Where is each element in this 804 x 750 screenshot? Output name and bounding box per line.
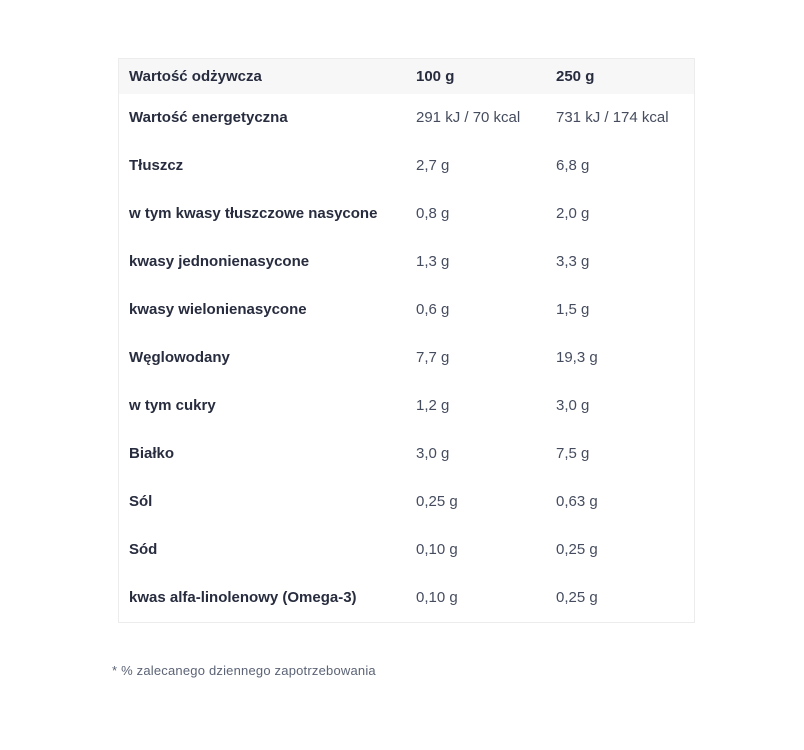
nutrient-label: Tłuszcz <box>129 157 184 174</box>
nutrient-label: kwas alfa-linolenowy (Omega-3) <box>129 589 357 606</box>
value-100g: 291 kJ / 70 kcal <box>416 109 521 126</box>
table-row <box>119 382 694 430</box>
nutrient-label: kwasy jednonienasycone <box>129 253 310 270</box>
table-row <box>119 334 694 382</box>
header-nutrient-column: Wartość odżywcza <box>129 67 262 85</box>
value-100g: 0,10 g <box>416 589 458 606</box>
table-row <box>119 238 694 286</box>
value-100g: 1,2 g <box>416 397 450 414</box>
table-row <box>119 94 694 142</box>
table-row <box>119 574 694 622</box>
footnote: * % zalecanego dziennego zapotrzebowania <box>112 663 376 678</box>
header-250g-column: 250 g <box>556 67 595 85</box>
header-100g-column: 100 g <box>416 67 455 85</box>
table-header-row <box>119 59 694 94</box>
table-row <box>119 526 694 574</box>
value-250g: 0,25 g <box>556 541 598 558</box>
table-body <box>119 94 694 622</box>
nutrient-label: Węglowodany <box>129 349 230 366</box>
nutrient-label: Wartość energetyczna <box>129 109 288 126</box>
nutrient-label: kwasy wielonienasycone <box>129 301 307 318</box>
nutrient-label: Sól <box>129 493 153 510</box>
value-100g: 0,6 g <box>416 301 450 318</box>
value-250g: 0,25 g <box>556 589 598 606</box>
nutrient-label: w tym kwasy tłuszczowe nasycone <box>129 205 378 222</box>
table-row <box>119 190 694 238</box>
value-250g: 0,63 g <box>556 493 598 510</box>
nutrient-label: w tym cukry <box>129 397 216 414</box>
value-100g: 1,3 g <box>416 253 450 270</box>
value-250g: 3,0 g <box>556 397 590 414</box>
value-100g: 0,8 g <box>416 205 450 222</box>
value-250g: 3,3 g <box>556 253 590 270</box>
nutrition-table <box>118 58 695 623</box>
value-250g: 6,8 g <box>556 157 590 174</box>
nutrient-label: Białko <box>129 445 175 462</box>
value-100g: 2,7 g <box>416 157 450 174</box>
value-100g: 7,7 g <box>416 349 450 366</box>
table-row <box>119 478 694 526</box>
value-250g: 1,5 g <box>556 301 590 318</box>
value-250g: 731 kJ / 174 kcal <box>556 109 669 126</box>
table-row <box>119 142 694 190</box>
value-100g: 0,25 g <box>416 493 458 510</box>
value-250g: 2,0 g <box>556 205 590 222</box>
table-row <box>119 430 694 478</box>
value-100g: 3,0 g <box>416 445 450 462</box>
value-250g: 7,5 g <box>556 445 590 462</box>
nutrient-label: Sód <box>129 541 158 558</box>
value-100g: 0,10 g <box>416 541 458 558</box>
value-250g: 19,3 g <box>556 349 598 366</box>
table-row <box>119 286 694 334</box>
